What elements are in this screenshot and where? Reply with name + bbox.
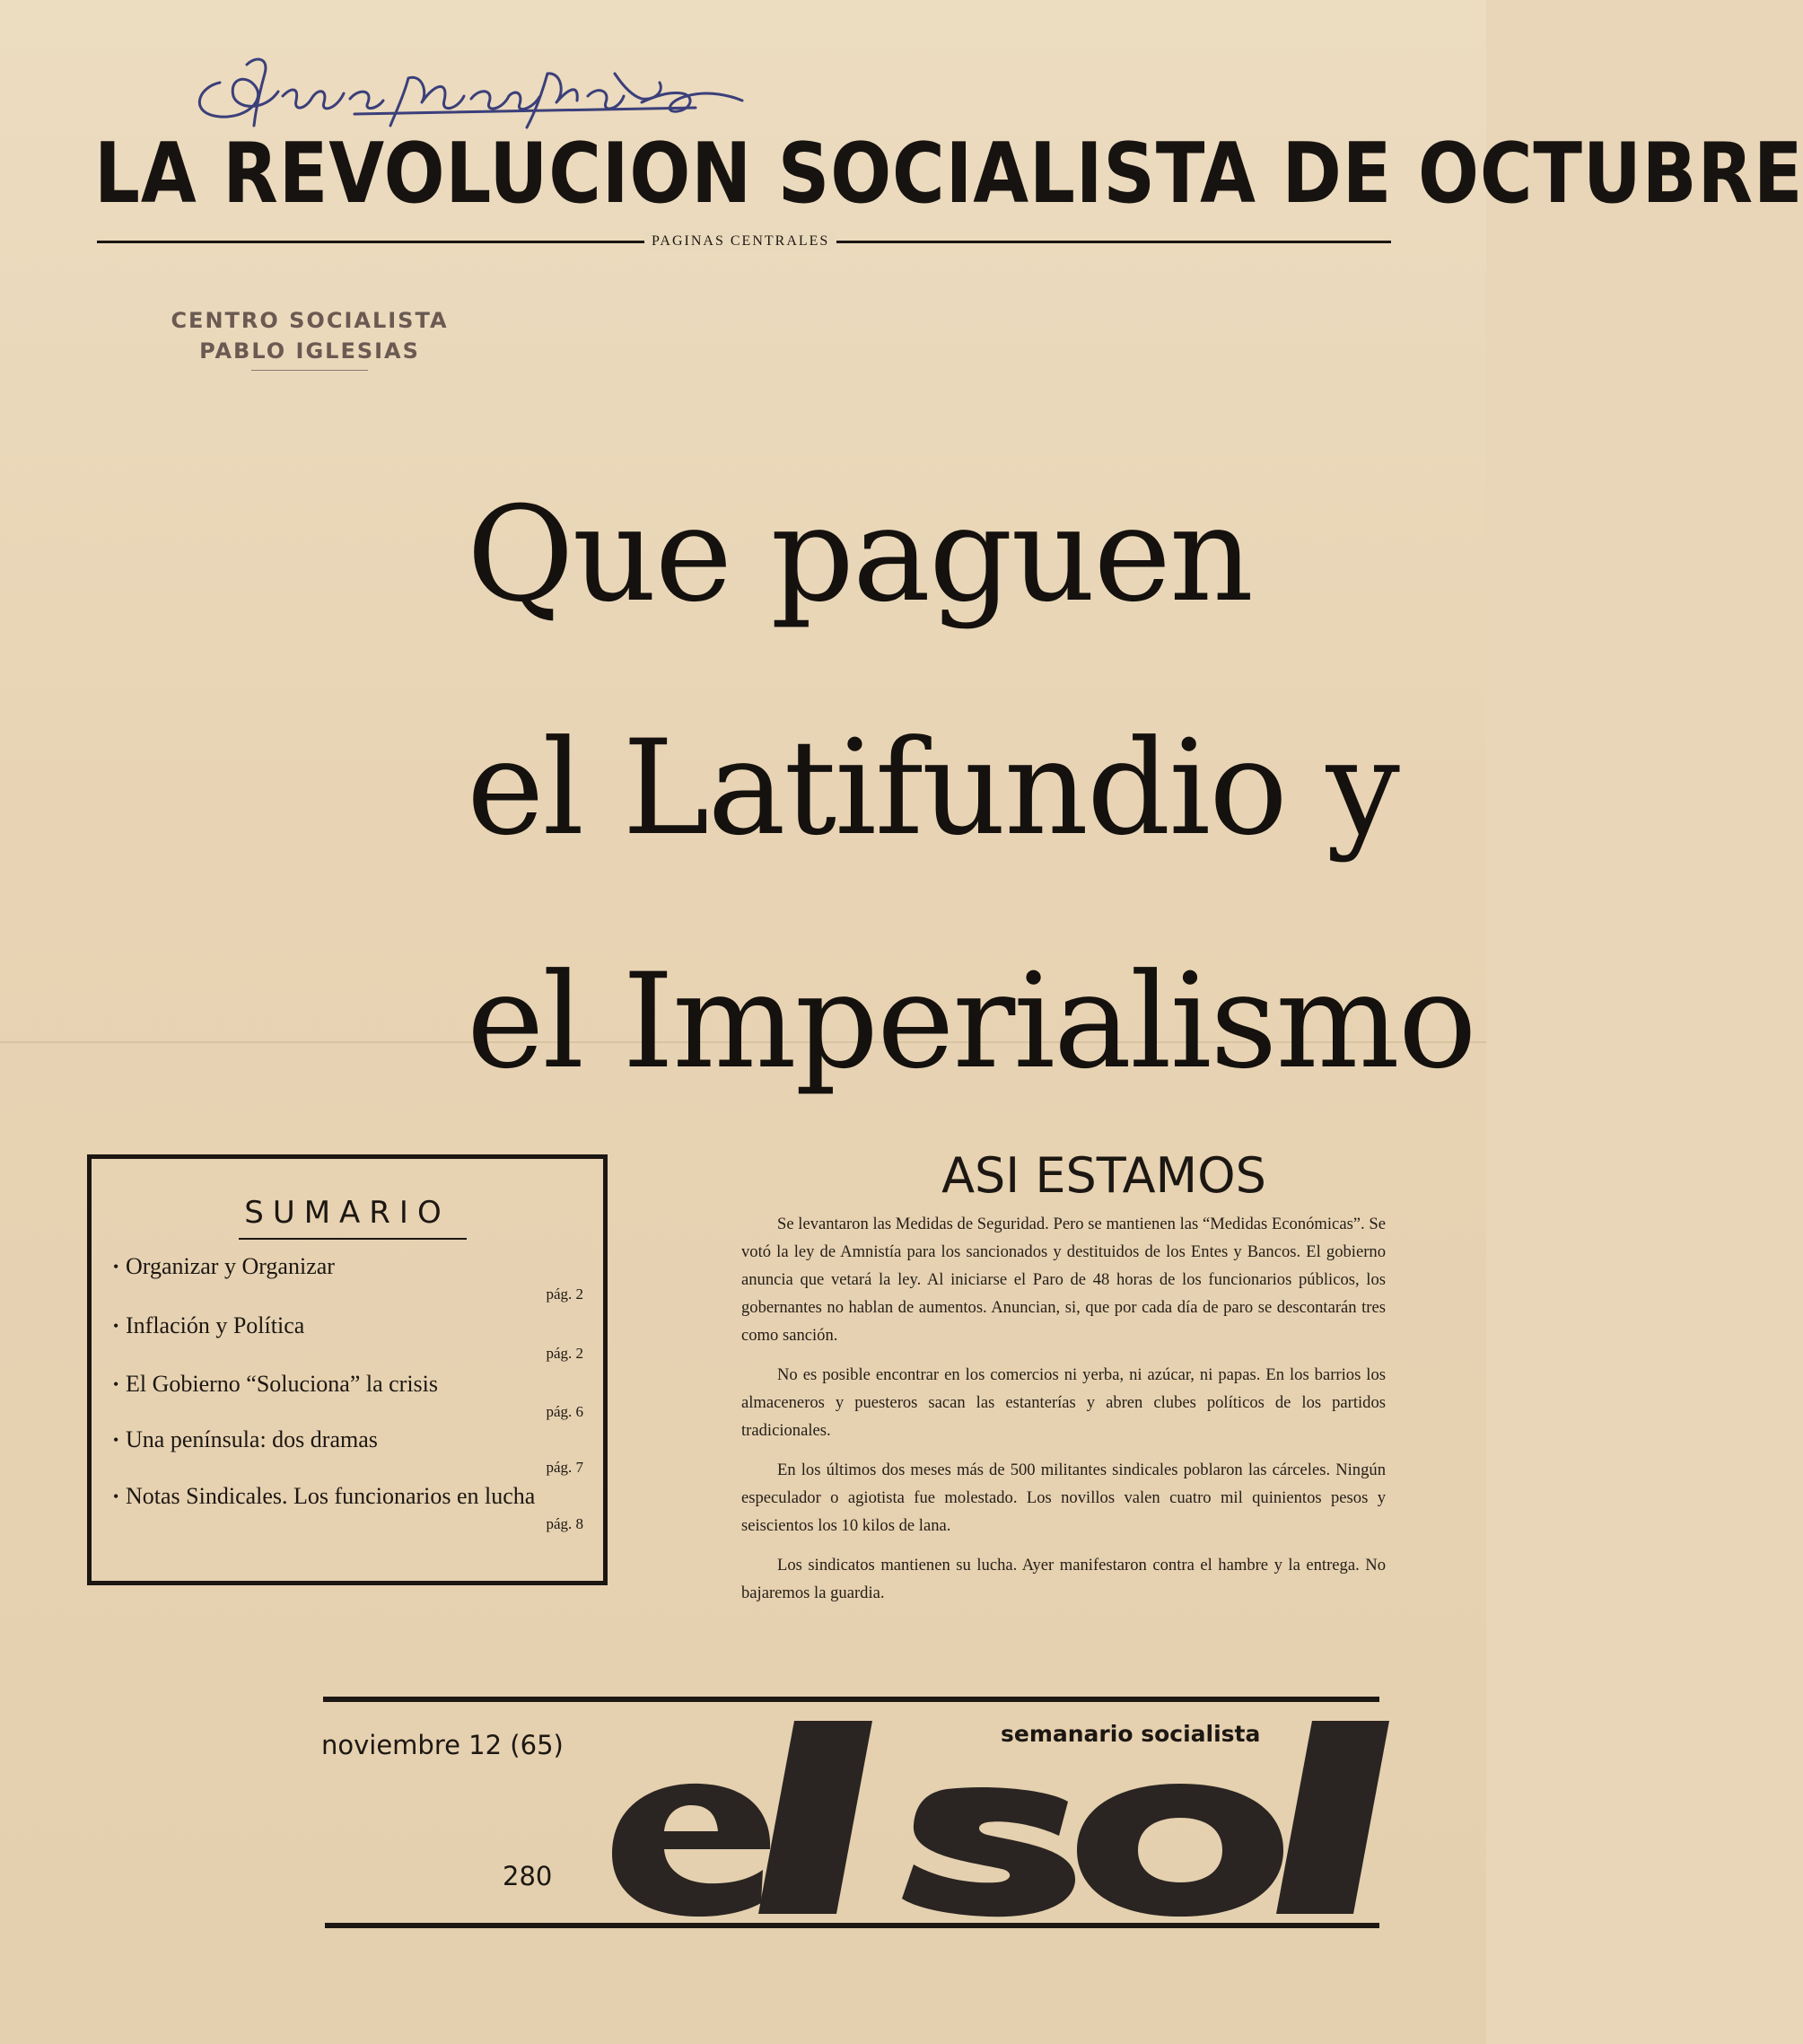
sumario-item[interactable] [113, 1370, 583, 1422]
sumario-item-title: Notas Sindicales. Los funcionarios en lucha [126, 1483, 536, 1509]
sumario-item-title: El Gobierno “Soluciona” la crisis [126, 1371, 439, 1397]
sumario-item-title: Inflación y Política [126, 1312, 305, 1338]
article-body [741, 1210, 1386, 1619]
sumario-item-page: pág. 8 [546, 1515, 583, 1532]
bullet-icon: • [113, 1317, 119, 1335]
stamp-line-1: CENTRO SOCIALISTA [171, 308, 449, 333]
publication-tagline: semanario socialista [1001, 1721, 1261, 1747]
handwritten-signature [193, 47, 749, 132]
sumario-item[interactable] [113, 1252, 583, 1304]
article-paragraph: No es posible encontrar en los comercios ni yerba, ni azúcar, ni papas. En los barrios los almaceneros y puesteros sacan las estanterías y abren clubes políticos de los partidos tradicionales. [741, 1365, 1386, 1440]
sumario-item-page: pág. 6 [546, 1403, 583, 1420]
main-headline [467, 438, 1475, 1138]
ink-stamp [162, 305, 458, 371]
sumario-item-title: Organizar y Organizar [126, 1253, 335, 1279]
sumario-item-page: pág. 7 [546, 1459, 583, 1476]
footer-rule-bottom [325, 1923, 1379, 1928]
article-paragraph: Se levantaron las Medidas de Seguridad. Pero se mantienen las “Medidas Económicas”. Se votó la ley de Amnistía para los sancionados y destituidos de los Entes y Bancos. El gobierno anuncia que vetará la ley. Al iniciarse el Paro de 48 horas de los funcionarios públicos, los gobernantes no hablan de aumentos. Anuncian, si, que por cada día de paro se descontarán tres como sanción. [741, 1215, 1386, 1345]
issue-date: noviembre 12 (65) [321, 1730, 564, 1760]
sumario-item-page: pág. 2 [546, 1345, 583, 1362]
sumario-box [87, 1154, 608, 1585]
headline-line-2: el Latifundio y [467, 712, 1398, 864]
sumario-item[interactable] [113, 1482, 583, 1534]
sumario-item-page: pág. 2 [546, 1285, 583, 1303]
footer-rule-top [323, 1697, 1379, 1702]
article-paragraph: Los sindicatos mantienen su lucha. Ayer manifestaron contra el hambre y la entrega. No bajaremos la guardia. [741, 1556, 1386, 1602]
article-paragraph: En los últimos dos meses más de 500 militantes sindicales poblaron las cárceles. Ningún especulador o agiotista fue molestado. Los novillos valen cuatro mil quinientos pesos y seiscientos los 10 kilos de lana. [741, 1461, 1386, 1535]
stamp-line-2: PABLO IGLESIAS [199, 338, 420, 364]
bullet-icon: • [113, 1431, 119, 1449]
issue-number: 280 [503, 1861, 553, 1891]
bullet-icon: • [113, 1258, 119, 1276]
bullet-icon: • [113, 1487, 119, 1505]
sumario-item-title: Una península: dos dramas [126, 1426, 378, 1452]
sumario-underline [239, 1238, 467, 1240]
masthead-title: LA REVOLUCION SOCIALISTA DE OCTUBRE [94, 125, 1803, 222]
headline-line-3: el Imperialismo [467, 945, 1475, 1098]
bullet-icon: • [113, 1375, 119, 1393]
headline-line-1: Que paguen [467, 478, 1252, 631]
sumario-item[interactable] [113, 1426, 583, 1478]
sumario-title: SUMARIO [244, 1195, 451, 1231]
article-title: ASI ESTAMOS [941, 1147, 1266, 1204]
el-sol-logo [601, 1719, 1391, 1918]
stamp-underline [251, 370, 368, 371]
masthead-subtitle: PAGINAS CENTRALES [644, 232, 836, 251]
sumario-item[interactable] [113, 1311, 583, 1364]
